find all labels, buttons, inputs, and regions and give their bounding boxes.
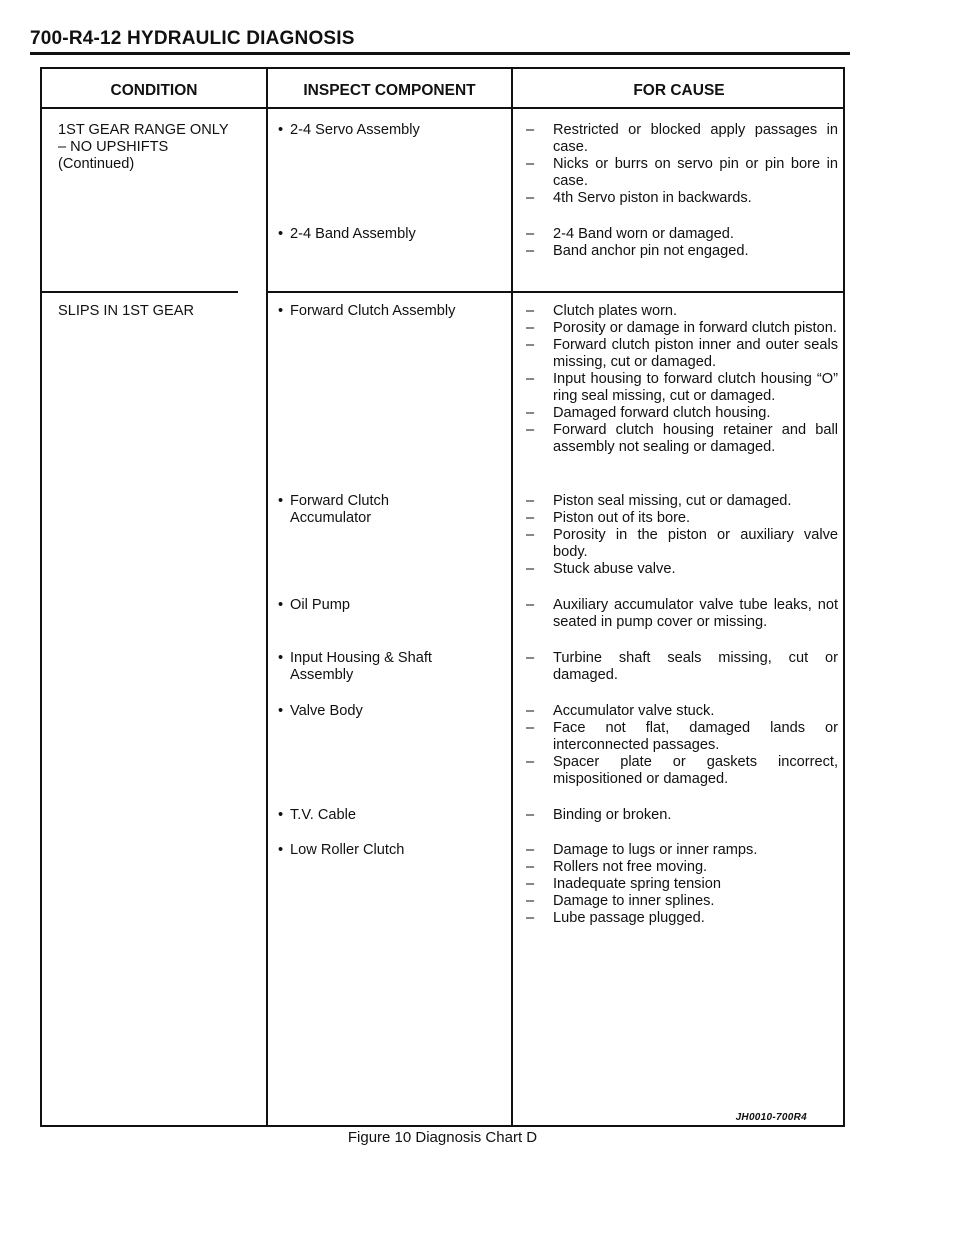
- condition-line: – NO UPSHIFTS: [58, 139, 169, 155]
- cause-list: [526, 493, 838, 578]
- cause-text: Piston out of its bore.: [553, 510, 691, 526]
- bullet-icon: •: [278, 807, 284, 823]
- cause-text: Face not flat, damaged lands or interconnected passages.: [553, 720, 838, 753]
- condition-line: 1ST GEAR RANGE ONLY: [58, 122, 229, 138]
- component-cell: [278, 807, 503, 824]
- cause-item: – 4th Servo piston in backwards.: [526, 190, 752, 206]
- cause-item: – Damage to lugs or inner ramps.: [526, 842, 758, 858]
- cause-item: – Rollers not free moving.: [526, 859, 708, 875]
- header-rule: [30, 52, 850, 55]
- cause-text: Damage to inner splines.: [553, 893, 715, 909]
- figure-caption: Figure 10 Diagnosis Chart D: [347, 1129, 538, 1146]
- component-cell: [278, 597, 503, 614]
- component-name: Oil Pump: [290, 597, 351, 613]
- cause-text: Input housing to forward clutch housing “O” ring seal missing, cut or damaged.: [553, 371, 838, 404]
- component-name: Input Housing & Shaft: [290, 650, 432, 666]
- cause-text: Forward clutch housing retainer and ball assembly not sealing or damaged.: [553, 422, 838, 455]
- condition-line: SLIPS IN 1ST GEAR: [58, 303, 194, 319]
- column-header-inspect-component: INSPECT COMPONENT: [303, 82, 476, 99]
- component-cell: [278, 303, 503, 320]
- bullet-icon: •: [278, 650, 284, 666]
- cause-text: Lube passage plugged.: [553, 910, 705, 926]
- cause-text: Restricted or blocked apply passages in case.: [553, 122, 838, 155]
- cause-text: Clutch plates worn.: [553, 303, 678, 319]
- cause-list: [526, 597, 838, 631]
- cause-text: Damage to lugs or inner ramps.: [553, 842, 758, 858]
- cause-item: – Stuck abuse valve.: [526, 561, 676, 577]
- cause-item: – Binding or broken.: [526, 807, 672, 823]
- component-name: 2-4 Band Assembly: [290, 226, 416, 242]
- component-cell: [278, 650, 503, 684]
- condition-cell: [58, 122, 263, 173]
- page-title: 700-R4-12 HYDRAULIC DIAGNOSIS: [30, 28, 355, 49]
- cause-item: – Face not flat, damaged lands or interconnected passages.: [526, 720, 838, 753]
- cause-item: – Porosity in the piston or auxiliary valve body.: [526, 527, 838, 560]
- column-header-for-cause: FOR CAUSE: [633, 82, 725, 99]
- cause-item: – Clutch plates worn.: [526, 303, 678, 319]
- cause-item: – Forward clutch piston inner and outer seals missing, cut or damaged.: [526, 337, 838, 370]
- component-name: Assembly: [290, 667, 354, 683]
- bullet-icon: •: [278, 226, 284, 242]
- cause-item: – Turbine shaft seals missing, cut or damaged.: [526, 650, 838, 683]
- cause-text: Porosity in the piston or auxiliary valve body.: [553, 527, 838, 560]
- bullet-icon: •: [278, 703, 284, 719]
- component-cell: [278, 842, 503, 859]
- header-row-rule: [42, 107, 843, 109]
- cause-text: Spacer plate or gaskets incorrect, mispositioned or damaged.: [553, 754, 838, 787]
- cause-text: Porosity or damage in forward clutch piston.: [553, 320, 837, 336]
- bullet-icon: •: [278, 842, 284, 858]
- cause-text: Piston seal missing, cut or damaged.: [553, 493, 792, 509]
- cause-item: – 2-4 Band worn or damaged.: [526, 226, 734, 242]
- cause-text: Turbine shaft seals missing, cut or damaged.: [553, 650, 838, 683]
- cause-text: Inadequate spring tension: [553, 876, 721, 892]
- component-name: Accumulator: [290, 510, 372, 526]
- section-rule: [266, 291, 845, 293]
- bullet-icon: •: [278, 597, 284, 613]
- component-cell: [278, 703, 503, 720]
- cause-list: [526, 807, 838, 824]
- column-header-condition: CONDITION: [110, 82, 198, 99]
- cause-item: – Piston seal missing, cut or damaged.: [526, 493, 792, 509]
- cause-item: – Accumulator valve stuck.: [526, 703, 715, 719]
- column-divider: [266, 69, 268, 1125]
- cause-list: [526, 703, 838, 788]
- component-name: T.V. Cable: [290, 807, 356, 823]
- cause-text: Damaged forward clutch housing.: [553, 405, 771, 421]
- component-name: Valve Body: [290, 703, 363, 719]
- cause-item: – Damage to inner splines.: [526, 893, 715, 909]
- cause-text: 2-4 Band worn or damaged.: [553, 226, 734, 242]
- cause-text: Accumulator valve stuck.: [553, 703, 715, 719]
- cause-list: [526, 303, 838, 456]
- cause-text: Auxiliary accumulator valve tube leaks, not seated in pump cover or missing.: [553, 597, 838, 630]
- cause-item: – Restricted or blocked apply passages in case.: [526, 122, 838, 155]
- component-cell: [278, 226, 503, 243]
- cause-item: – Forward clutch housing retainer and ball assembly not sealing or damaged.: [526, 422, 838, 455]
- section-rule: [42, 291, 238, 293]
- cause-text: Stuck abuse valve.: [553, 561, 676, 577]
- cause-item: – Nicks or burrs on servo pin or pin bore in case.: [526, 156, 838, 189]
- diagnosis-chart: [40, 67, 845, 1127]
- bullet-icon: •: [278, 303, 284, 319]
- cause-list: [526, 226, 838, 260]
- condition-cell: [58, 303, 263, 320]
- component-name: Forward Clutch: [290, 493, 389, 509]
- cause-list: [526, 650, 838, 684]
- component-cell: [278, 493, 503, 527]
- figure-code: JH0010-700R4: [735, 1112, 807, 1123]
- condition-line: (Continued): [58, 156, 135, 172]
- cause-item: – Inadequate spring tension: [526, 876, 721, 892]
- cause-item: – Spacer plate or gaskets incorrect, mispositioned or damaged.: [526, 754, 838, 787]
- component-name: 2-4 Servo Assembly: [290, 122, 420, 138]
- cause-item: – Piston out of its bore.: [526, 510, 691, 526]
- cause-text: Binding or broken.: [553, 807, 672, 823]
- column-divider: [511, 69, 513, 1125]
- component-name: Low Roller Clutch: [290, 842, 405, 858]
- component-cell: [278, 122, 503, 139]
- cause-list: [526, 122, 838, 207]
- cause-item: – Band anchor pin not engaged.: [526, 243, 749, 259]
- cause-item: – Porosity or damage in forward clutch piston.: [526, 320, 837, 336]
- cause-text: Band anchor pin not engaged.: [553, 243, 749, 259]
- cause-item: – Lube passage plugged.: [526, 910, 705, 926]
- cause-item: – Damaged forward clutch housing.: [526, 405, 771, 421]
- bullet-icon: •: [278, 493, 284, 509]
- component-name: Forward Clutch Assembly: [290, 303, 456, 319]
- cause-text: Nicks or burrs on servo pin or pin bore in case.: [553, 156, 838, 189]
- cause-item: – Auxiliary accumulator valve tube leaks, not seated in pump cover or missing.: [526, 597, 838, 630]
- cause-text: Forward clutch piston inner and outer seals missing, cut or damaged.: [553, 337, 838, 370]
- bullet-icon: •: [278, 122, 284, 138]
- cause-list: [526, 842, 838, 927]
- cause-text: Rollers not free moving.: [553, 859, 708, 875]
- cause-item: – Input housing to forward clutch housing “O” ring seal missing, cut or damaged.: [526, 371, 838, 404]
- cause-text: 4th Servo piston in backwards.: [553, 190, 752, 206]
